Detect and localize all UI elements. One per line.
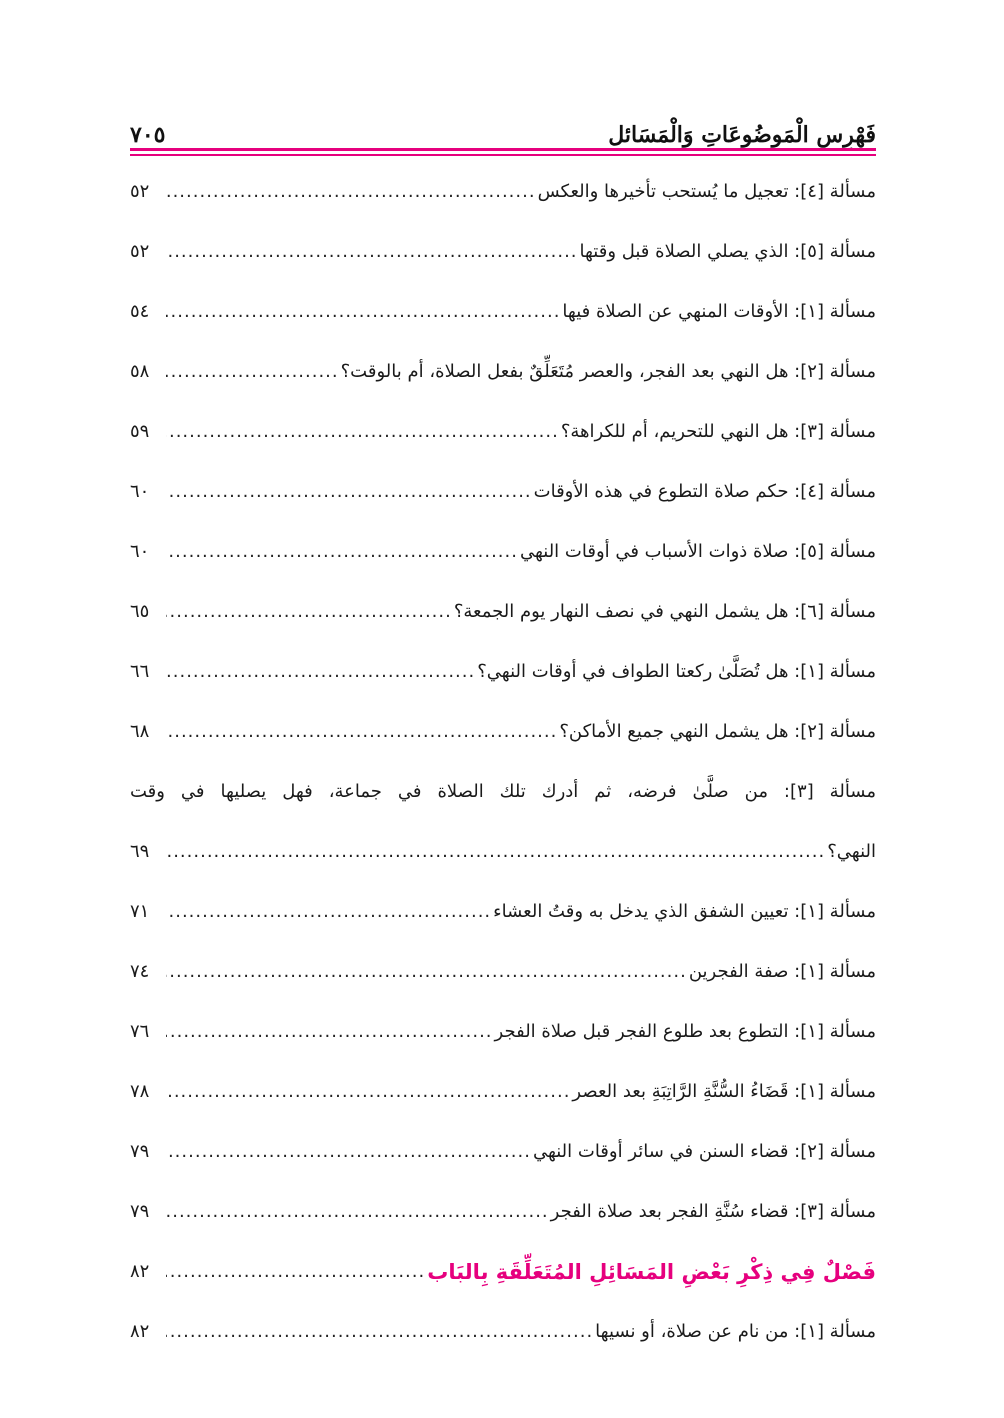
table-of-contents xyxy=(130,162,876,1362)
toc-entry[interactable] xyxy=(130,162,876,222)
dot-leader xyxy=(166,702,557,762)
dot-leader xyxy=(166,222,578,282)
dot-leader xyxy=(166,1242,425,1302)
toc-entry-page: ٧١ xyxy=(130,901,150,922)
dot-leader xyxy=(166,582,452,642)
toc-entry-label: مسألة [٣]: هل النهي للتحريم، أم للكراهة؟ xyxy=(560,421,876,442)
toc-entry[interactable] xyxy=(130,882,876,942)
dot-leader xyxy=(166,822,825,882)
toc-entry-wrapped[interactable] xyxy=(130,762,876,882)
toc-entry-label: مسألة [١]: من نام عن صلاة، أو نسيها xyxy=(595,1321,876,1342)
toc-entry[interactable] xyxy=(130,522,876,582)
dot-leader xyxy=(166,1062,570,1122)
toc-entry-page: ٥٩ xyxy=(130,421,150,442)
header-title: فَهْرِس الْمَوضُوعَاتِ وَالْمَسَائل xyxy=(608,122,876,148)
toc-entry[interactable] xyxy=(130,462,876,522)
dot-leader xyxy=(166,1002,493,1062)
document-page xyxy=(130,0,876,1418)
dot-leader xyxy=(166,1302,593,1362)
toc-entry-label: مسألة [٣]: قضاء سُنَّةِ الفجر بعد صلاة الفجر xyxy=(550,1201,876,1222)
toc-entry-page: ٥٢ xyxy=(130,181,150,202)
toc-entry[interactable] xyxy=(130,1062,876,1122)
toc-entry[interactable] xyxy=(130,582,876,642)
toc-entry[interactable] xyxy=(130,1182,876,1242)
toc-entry[interactable] xyxy=(130,1002,876,1062)
toc-entry[interactable] xyxy=(130,702,876,762)
toc-entry[interactable] xyxy=(130,282,876,342)
toc-entry-page: ٧٩ xyxy=(130,1201,150,1222)
toc-entry-page: ٨٢ xyxy=(130,1261,150,1282)
toc-entry-label: مسألة [٦]: هل يشمل النهي في نصف النهار يوم الجمعة؟ xyxy=(453,601,876,622)
toc-entry-page: ٦٥ xyxy=(130,601,150,622)
page-number: ٧٠٥ xyxy=(130,122,166,148)
toc-entry-label: مسألة [٢]: هل النهي بعد الفجر، والعصر مُتَعَلِّقٌ بفعل الصلاة، أم بالوقت؟ xyxy=(340,361,876,382)
toc-entry-label: مسألة [١]: صفة الفجرين xyxy=(688,961,876,982)
toc-entry-label: مسألة [١]: التطوع بعد طلوع الفجر قبل صلاة الفجر xyxy=(494,1021,876,1042)
dot-leader xyxy=(166,1182,549,1242)
toc-entry-page: ٦٠ xyxy=(130,541,150,562)
toc-entry-label: مسألة [١]: تعيين الشفق الذي يدخل به وقتُ العشاء xyxy=(493,901,876,922)
header-rule-top xyxy=(130,148,876,151)
dot-leader xyxy=(166,522,518,582)
toc-entry-label: مسألة [١]: الأوقات المنهي عن الصلاة فيها xyxy=(562,301,876,322)
toc-entry[interactable] xyxy=(130,942,876,1002)
page-header xyxy=(130,108,876,148)
dot-leader xyxy=(166,942,687,1002)
toc-entry-label: مسألة [٥]: الذي يصلي الصلاة قبل وقتها xyxy=(579,241,876,262)
dot-leader xyxy=(166,462,532,522)
toc-entry-page: ٧٦ xyxy=(130,1021,150,1042)
header-rule-bottom xyxy=(130,154,876,156)
toc-entry-page: ٦٦ xyxy=(130,661,150,682)
toc-entry-label: مسألة [١]: هل تُصَلَّىٰ ركعتا الطواف في أوقات النهي؟ xyxy=(477,661,876,682)
toc-entry[interactable] xyxy=(130,342,876,402)
toc-entry-page: ٥٨ xyxy=(130,361,150,382)
toc-entry-page: ٥٤ xyxy=(130,301,150,322)
toc-entry[interactable] xyxy=(130,1302,876,1362)
toc-entry-page: ٧٤ xyxy=(130,961,150,982)
toc-entry[interactable] xyxy=(130,1122,876,1182)
toc-entry-page: ٧٩ xyxy=(130,1141,150,1162)
toc-entry-label: مسألة [٢]: هل يشمل النهي جميع الأماكن؟ xyxy=(559,721,876,742)
dot-leader xyxy=(166,1122,531,1182)
dot-leader xyxy=(166,282,560,342)
toc-entry-page: ٦٠ xyxy=(130,481,150,502)
toc-entry-page: ٦٨ xyxy=(130,721,150,742)
toc-entry-page: ٦٩ xyxy=(130,841,150,862)
toc-entry[interactable] xyxy=(130,642,876,702)
toc-entry[interactable] xyxy=(130,222,876,282)
toc-entry-label: مسألة [٤]: تعجيل ما يُستحب تأخيرها والعكس xyxy=(537,181,876,202)
section-heading-label: فَصْلٌ فِي ذِكْرِ بَعْضِ المَسَائِلِ المُتَعَلِّقَةِ بِالبَاب xyxy=(427,1260,876,1284)
toc-entry-label-line2: النهي؟ xyxy=(827,841,876,862)
dot-leader xyxy=(166,342,339,402)
toc-entry-label: مسألة [٢]: قضاء السنن في سائر أوقات النهي xyxy=(532,1141,876,1162)
toc-entry-label: مسألة [٥]: صلاة ذوات الأسباب في أوقات النهي xyxy=(519,541,876,562)
toc-entry-label-line1: مسألة [٣]: من صلَّىٰ فرضه، ثم أدرك تلك الصلاة في جماعة، فهل يصليها في وقت xyxy=(130,781,876,802)
toc-section-heading[interactable] xyxy=(130,1242,876,1302)
toc-entry[interactable] xyxy=(130,402,876,462)
toc-entry-page: ٧٨ xyxy=(130,1081,150,1102)
toc-entry-line2 xyxy=(130,822,876,882)
toc-entry-label: مسألة [٤]: حكم صلاة التطوع في هذه الأوقات xyxy=(533,481,876,502)
toc-entry-label: مسألة [١]: قَضَاءُ السُّنَّةِ الرَّاتِبَةِ بعد العصر xyxy=(572,1081,876,1102)
dot-leader xyxy=(166,642,475,702)
dot-leader xyxy=(166,882,491,942)
toc-entry-page: ٨٢ xyxy=(130,1321,150,1342)
dot-leader xyxy=(166,402,559,462)
toc-entry-page: ٥٢ xyxy=(130,241,150,262)
dot-leader xyxy=(166,162,536,222)
